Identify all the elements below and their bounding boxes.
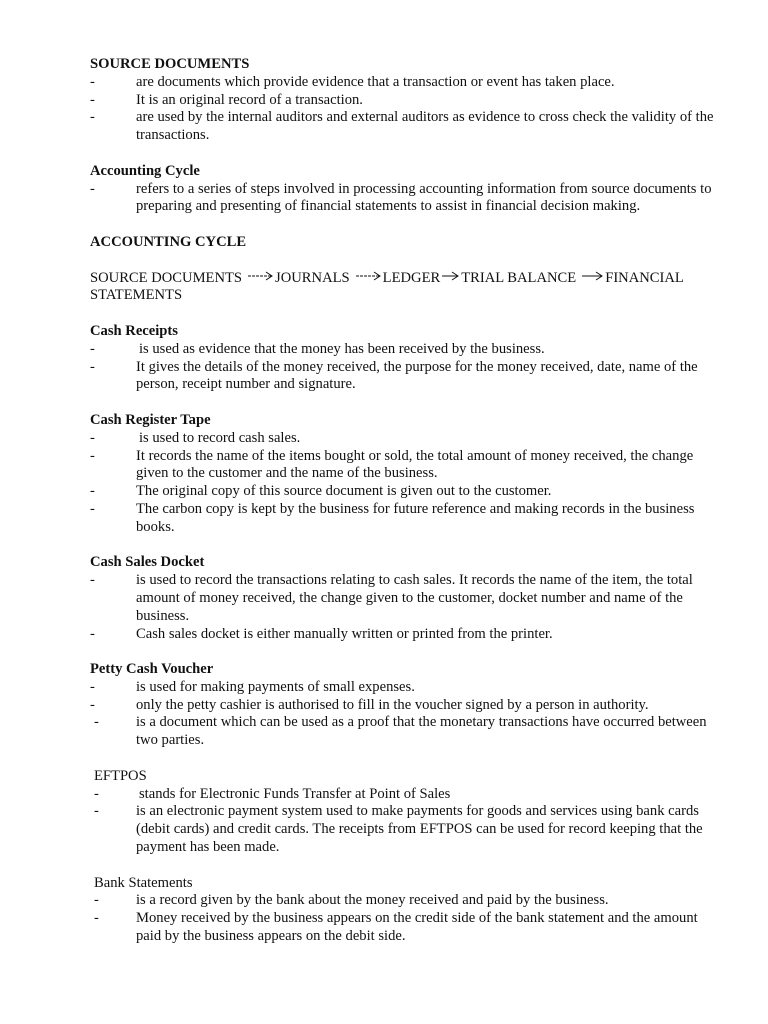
dash-bullet: -	[94, 803, 99, 820]
section-petty-cash-voucher	[90, 661, 720, 750]
dash-bullet: -	[90, 447, 95, 464]
heading-cash-register-tape: Cash Register Tape	[90, 411, 211, 428]
list-item: - are documents which provide evidence that a transaction or event has taken place.	[90, 73, 615, 90]
list-item: - is used as evidence that the money has been received by the business.	[90, 340, 545, 357]
cycle-step: TRIAL BALANCE	[461, 269, 577, 286]
list-item: - The carbon copy is kept by the business for future reference and making records in the business books.	[90, 500, 695, 535]
list-item: - It records the name of the items bought or sold, the total amount of money received, the change given to the customer and the name of the business.	[90, 447, 694, 482]
list-item: - stands for Electronic Funds Transfer at Point of Sales	[94, 785, 451, 802]
heading-source-documents: SOURCE DOCUMENTS	[90, 56, 250, 72]
dash-bullet: -	[90, 91, 95, 108]
list-item: - It is an original record of a transaction.	[90, 91, 363, 108]
arrow-right-icon	[248, 271, 274, 281]
list-item: - only the petty cashier is authorised to fill in the voucher signed by a person in authority.	[90, 696, 649, 713]
dash-bullet: -	[94, 785, 99, 802]
heading-accounting-cycle-flow: ACCOUNTING CYCLE	[90, 233, 247, 250]
dash-bullet: -	[90, 572, 95, 589]
list-item: - The original copy of this source document is given out to the customer.	[90, 483, 552, 500]
heading-eftpos: EFTPOS	[94, 767, 147, 784]
document-page	[90, 56, 720, 964]
section-source-documents	[90, 56, 720, 145]
dash-bullet: -	[90, 696, 95, 713]
cycle-step: FINANCIAL STATEMENTS	[90, 269, 684, 304]
dash-bullet: -	[90, 358, 95, 375]
section-cash-register-tape	[90, 412, 720, 537]
list-item: - is an electronic payment system used to make payments for goods and services using bank cards (debit cards) and credit cards. The receipts from EFTPOS can be used for record keeping that the payment has been made.	[94, 803, 703, 856]
list-item: - is a record given by the bank about the money received and paid by the business.	[94, 892, 609, 909]
cycle-step: JOURNALS	[275, 269, 350, 286]
dash-bullet: -	[94, 910, 99, 927]
dash-bullet: -	[90, 73, 95, 90]
arrow-right-icon	[582, 271, 604, 281]
section-eftpos	[90, 768, 720, 857]
heading-cash-sales-docket: Cash Sales Docket	[90, 554, 205, 571]
dash-bullet: -	[94, 714, 99, 731]
section-accounting-cycle-definition	[90, 163, 720, 216]
arrow-right-icon	[356, 271, 382, 281]
dash-bullet: -	[90, 483, 95, 500]
list-item: - refers to a series of steps involved in processing accounting information from source documents to preparing and presenting of financial statements to assist in financial decision making.	[90, 180, 712, 215]
dash-bullet: -	[90, 678, 95, 695]
section-accounting-cycle-flow	[90, 234, 720, 252]
dash-bullet: -	[90, 340, 95, 357]
dash-bullet: -	[90, 625, 95, 642]
dash-bullet: -	[90, 180, 95, 197]
list-item: - is used to record the transactions relating to cash sales. It records the name of the item, the total amount of money received, the change given to the customer, docket number and name of the business.	[90, 572, 693, 624]
heading-petty-cash-voucher: Petty Cash Voucher	[90, 661, 214, 678]
dash-bullet: -	[90, 429, 95, 446]
section-cash-receipts	[90, 323, 720, 394]
cycle-step: SOURCE DOCUMENTS	[90, 269, 243, 286]
heading-accounting-cycle: Accounting Cycle	[90, 162, 200, 179]
heading-cash-receipts: Cash Receipts	[90, 322, 178, 339]
list-item: - It gives the details of the money received, the purpose for the money received, date, name of the person, receipt number and signature.	[90, 358, 698, 393]
section-cash-sales-docket	[90, 554, 720, 643]
dash-bullet: -	[90, 109, 95, 126]
list-item: - is a document which can be used as a proof that the monetary transactions have occurred between two parties.	[94, 714, 707, 749]
dash-bullet: -	[90, 500, 95, 517]
section-bank-statements	[90, 875, 720, 946]
list-item: - is used to record cash sales.	[90, 429, 301, 446]
list-item: - Cash sales docket is either manually written or printed from the printer.	[90, 625, 553, 642]
heading-bank-statements: Bank Statements	[94, 874, 193, 891]
list-item: - Money received by the business appears on the credit side of the bank statement and the amount paid by the business appears on the debit side.	[94, 910, 698, 945]
cycle-flow	[90, 270, 720, 306]
arrow-right-icon	[442, 271, 460, 281]
list-item: - are used by the internal auditors and external auditors as evidence to cross check the validity of the transactions.	[90, 109, 714, 144]
list-item: - is used for making payments of small expenses.	[90, 678, 415, 695]
dash-bullet: -	[94, 892, 99, 909]
cycle-step: LEDGER	[382, 269, 441, 286]
